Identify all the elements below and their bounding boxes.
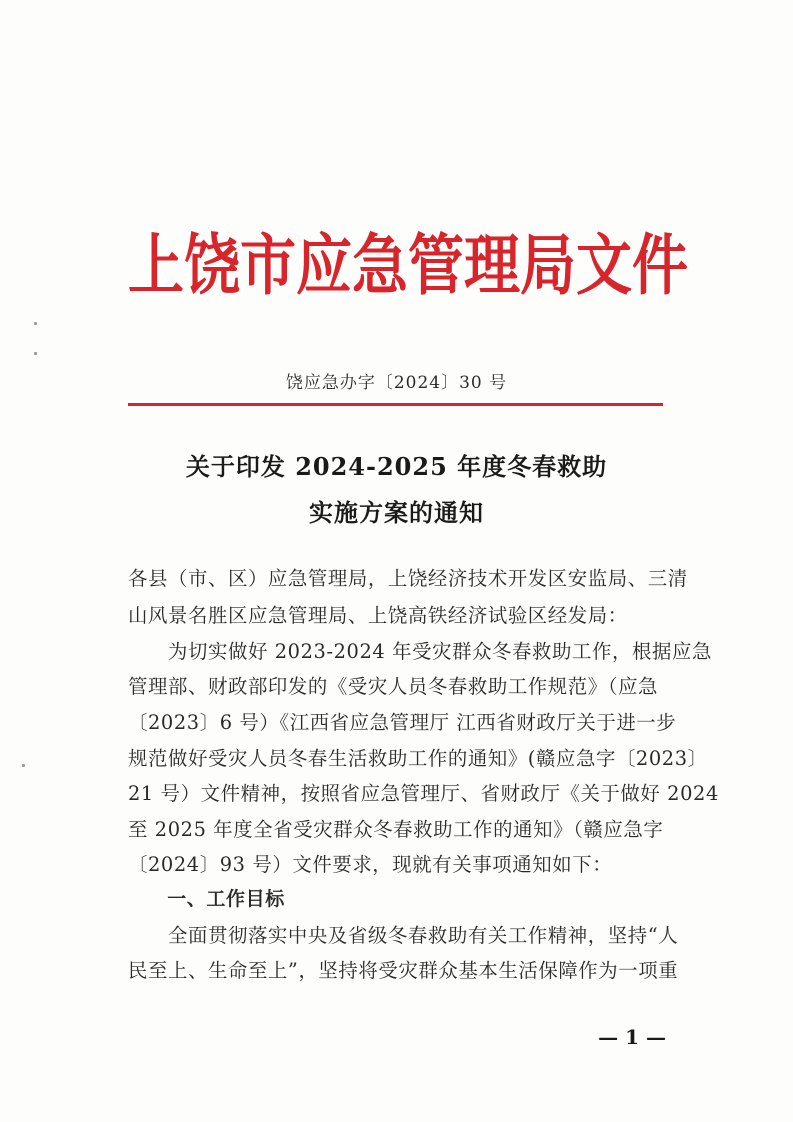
body-line-7: 21 号）文件精神，按照省应急管理厅、省财政厅《关于做好 2024	[128, 782, 719, 805]
body-line-3: 为切实做好 2023-2024 年受灾群众冬春救助工作，根据应急	[128, 640, 712, 663]
issuer-header-title: 上饶市应急管理局文件	[128, 228, 688, 305]
body-line-9: 〔2024〕93 号）文件要求，现就有关事项通知如下：	[128, 853, 613, 876]
body-line-5: 〔2023〕6 号）《江西省应急管理厅 江西省财政厅关于进一步	[128, 711, 677, 734]
scan-speck	[22, 764, 25, 767]
body-line-1: 各县（市、区）应急管理局，上饶经济技术开发区安监局、三清	[128, 567, 688, 590]
body-line-2: 山风景名胜区应急管理局、上饶高铁经济试验区经发局：	[128, 604, 628, 627]
red-separator-line	[128, 403, 663, 406]
scan-speck	[34, 322, 37, 325]
scan-speck	[34, 352, 37, 355]
document-number: 饶应急办字〔2024〕30 号	[285, 373, 508, 393]
body-line-11: 民至上、生命至上”，坚持将受灾群众基本生活保障作为一项重	[128, 959, 679, 982]
section-heading-work-goals: 一、工作目标	[128, 888, 285, 910]
body-line-4: 管理部、财政部印发的《受灾人员冬春救助工作规范》（应急	[128, 675, 659, 698]
page-number: — 1 —	[598, 1025, 666, 1049]
body-line-6: 规范做好受灾人员冬春生活救助工作的通知》(赣应急字〔2023〕	[128, 747, 708, 770]
body-line-8: 至 2025 年度全省受灾群众冬春救助工作的通知》（赣应急字	[128, 818, 664, 841]
notice-title-line-2: 实施方案的通知	[309, 498, 484, 527]
notice-title-line-1: 关于印发 2024-2025 年度冬春救助	[185, 452, 608, 481]
body-line-10: 全面贯彻落实中央及省级冬春救助有关工作精神，坚持“人	[128, 924, 679, 947]
